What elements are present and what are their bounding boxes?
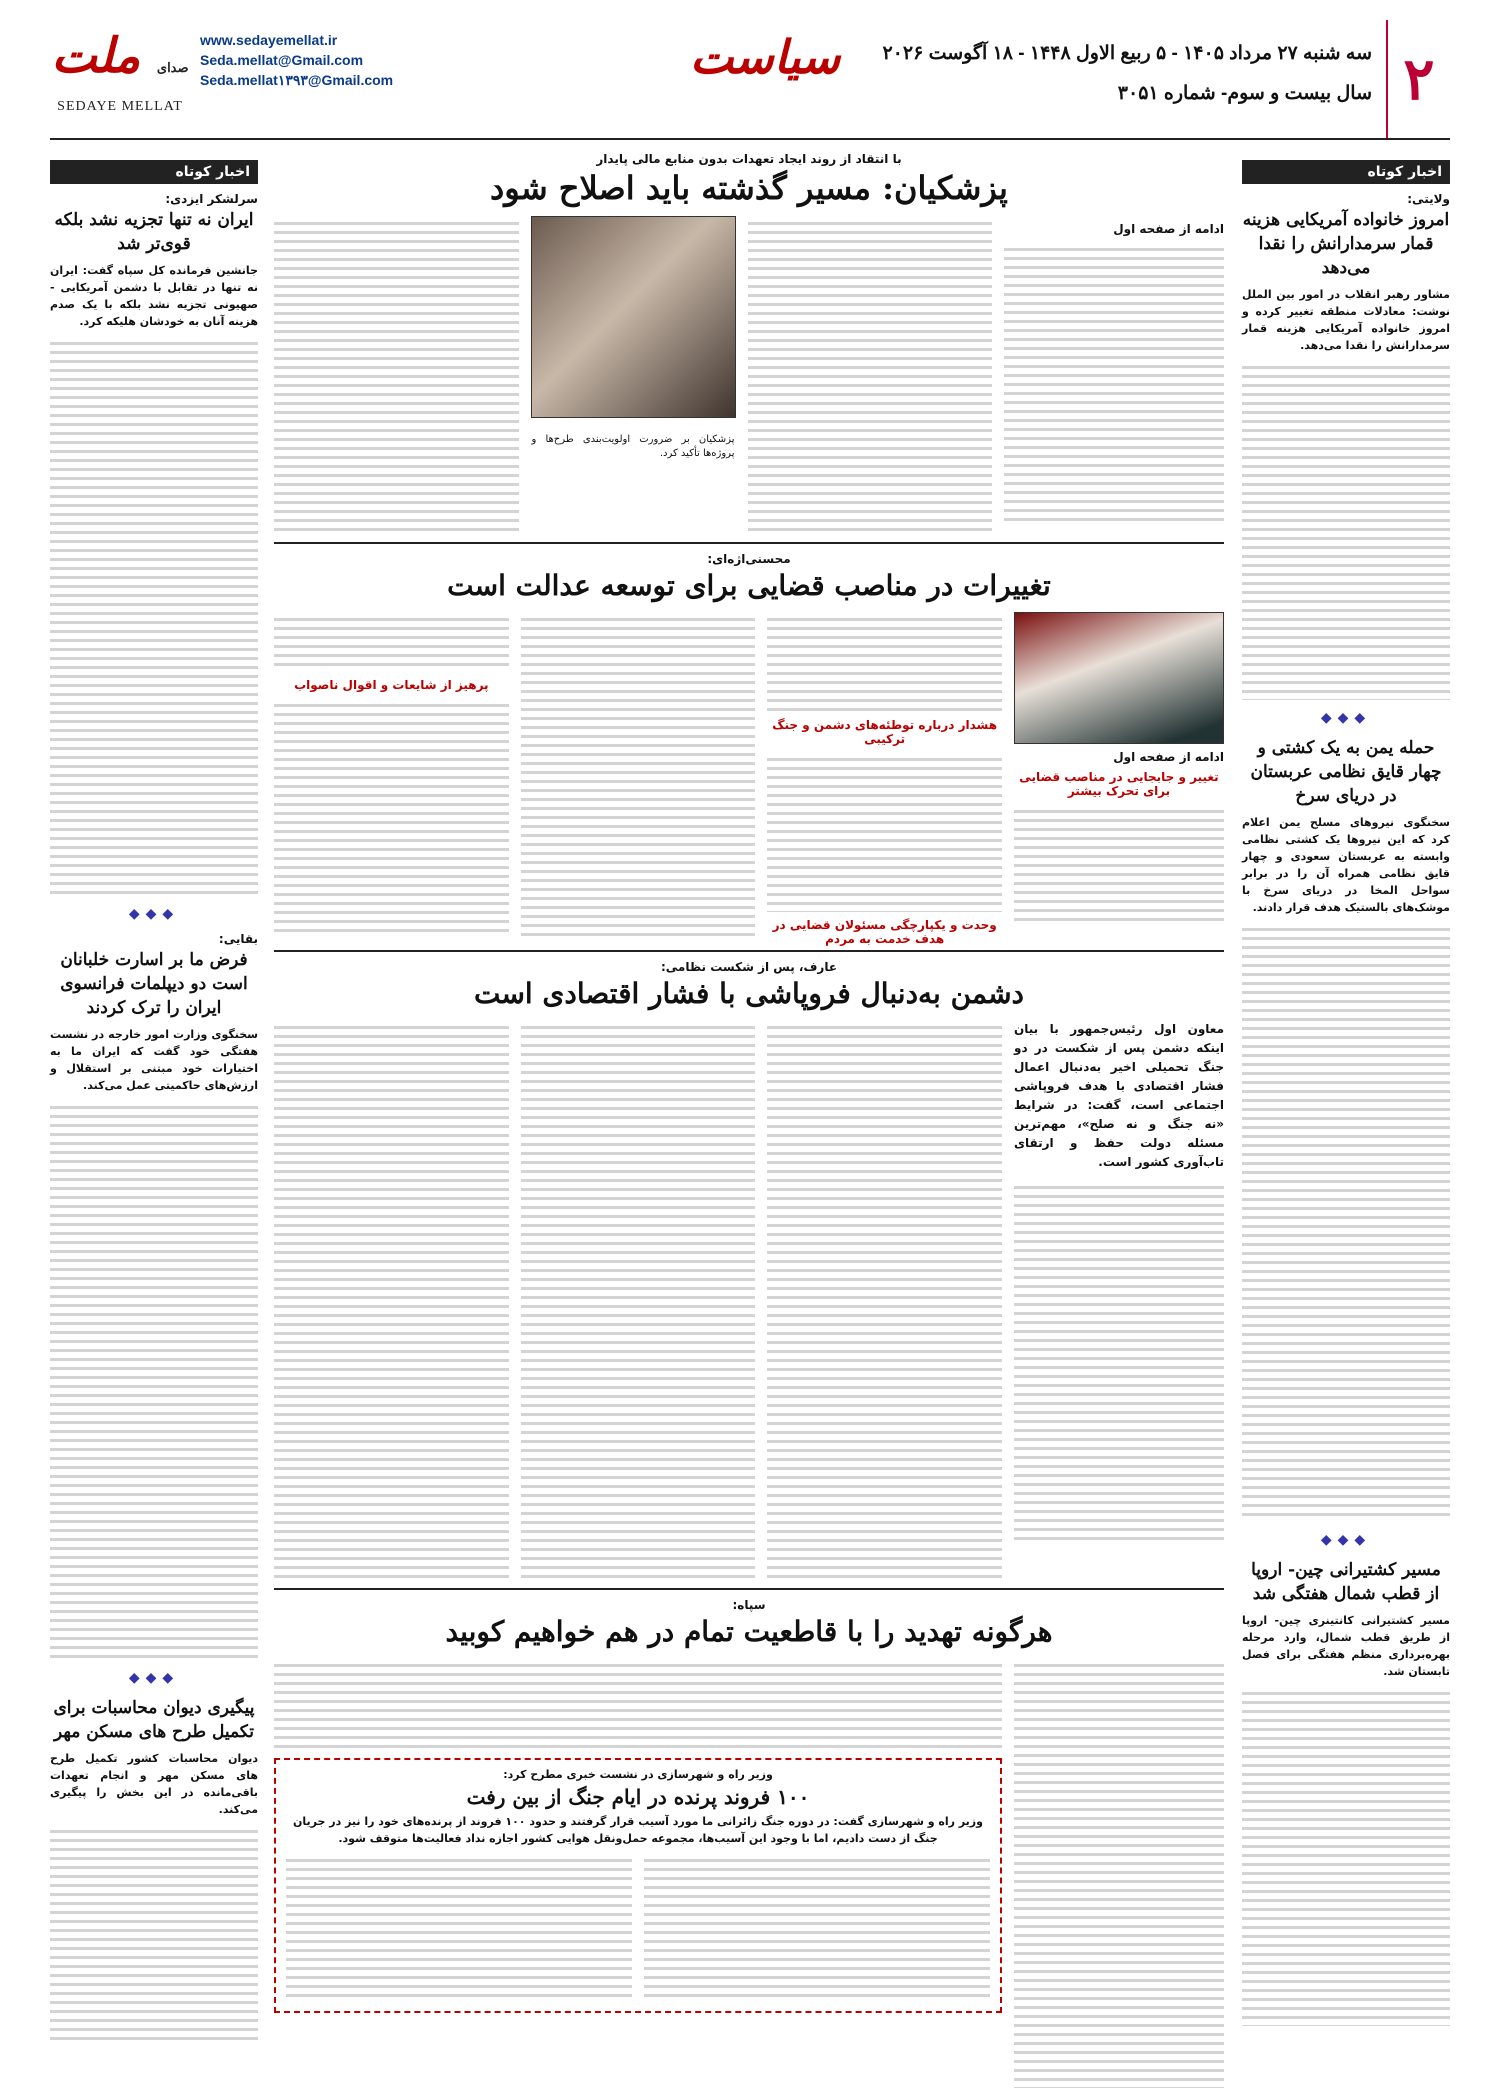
- rail-lead: مشاور رهبر انقلاب در امور بین الملل نوشت: معادلات منطقه تغییر کرده و امروز خانواده آمریکایی هزینه قمار سرمدارانش را نقدا می‌دهد.: [1242, 288, 1450, 352]
- story4-body: [274, 1658, 1224, 2088]
- box-kicker: وزیر راه و شهرسازی در نشست خبری مطرح کرد:: [503, 1768, 773, 1781]
- story2-subhead: هشدار درباره توطئه‌های دشمن و جنگ ترکیبی: [772, 718, 998, 746]
- rail-headline: فرض ما بر اسارت خلبانان است دو دیپلمات فرانسوی ایران را ترک کردند: [60, 950, 248, 1018]
- left-rail: [50, 160, 258, 2034]
- rail-header: اخبار کوتاه: [1242, 160, 1450, 184]
- body-text-block: [1242, 360, 1450, 700]
- body-text-block: [274, 1020, 509, 1580]
- rail-headline: مسیر کشتیرانی چین- اروپا از قطب شمال هفتگی شد: [1251, 1560, 1441, 1604]
- divider: ◆◆◆: [128, 906, 180, 922]
- body-text-block: [1004, 242, 1224, 522]
- story-kicker: با انتقاد از روند ایجاد تعهدات بدون منابع مالی پایدار: [596, 152, 902, 166]
- lead-story-title: پزشکیان: مسیر گذشته باید اصلاح شود: [490, 169, 1008, 207]
- story2-subhead: تغییر و جابجایی در مناصب قضایی برای تحرک بیشتر: [1019, 770, 1219, 798]
- website-link[interactable]: www.sedayemellat.ir: [200, 32, 338, 48]
- body-text-block: [50, 1824, 258, 2044]
- story-separator: [274, 542, 1224, 544]
- section-title: سیاست: [690, 30, 841, 84]
- pezeshkian-photo: [531, 216, 736, 459]
- body-text-block: [274, 1658, 1002, 1748]
- body-text-block: [1014, 804, 1224, 924]
- story3-title: دشمن به‌دنبال فروپاشی با فشار اقتصادی است: [473, 977, 1025, 1010]
- body-text-block: [286, 1853, 632, 2003]
- contact-block: [200, 30, 393, 90]
- rail-kicker: ولایتی:: [1407, 192, 1450, 206]
- rail-headline: پیگیری دیوان محاسبات برای تکمیل طرح های مسکن مهر: [53, 1698, 255, 1742]
- body-text-block: [521, 1020, 756, 1580]
- body-text-block: [1014, 1180, 1224, 1540]
- story-kicker: عارف، پس از شکست نظامی:: [660, 960, 838, 974]
- body-text-block: [1014, 1658, 1224, 2088]
- rail-lead: جانشین فرمانده کل سپاه گفت: ایران نه تنها در تقابل با دشمن آمریکایی - صهیونی تجزیه نشد بلکه با یک صدم هزینه آنان به خودشان هلیکه کرد.: [50, 264, 258, 328]
- body-text-block: [274, 612, 509, 672]
- rail-lead: سخنگوی وزارت امور خارجه در نشست هفتگی خود گفت که ایران ما به اختیارات خود مبتنی بر استقلال و ارزش‌های حاکمیتی عمل می‌کند.: [50, 1028, 258, 1092]
- body-text-block: [521, 612, 756, 942]
- body-text-block: [274, 698, 509, 938]
- right-rail: [1242, 160, 1450, 2034]
- email-link-1[interactable]: Seda.mellat@Gmail.com: [200, 52, 364, 68]
- rail-headline: ایران نه تنها تجزیه نشد بلکه قوی‌تر شد: [54, 210, 254, 254]
- story2-subhead: وحدت و یکپارچگی مسئولان قضایی در هدف خدمت به مردم: [772, 918, 997, 946]
- body-text-block: [50, 336, 258, 896]
- rail-kicker: سرلشکر ایزدی:: [165, 192, 258, 206]
- story4-title: هرگونه تهدید را با قاطعیت تمام در هم خواهیم کوبید: [445, 1615, 1053, 1648]
- story2-title: تغییرات در مناصب قضایی برای توسعه عدالت است: [447, 569, 1051, 602]
- rail-kicker: بقایی:: [218, 932, 258, 946]
- date-line: سه شنبه ۲۷ مرداد ۱۴۰۵ - ۵ ربیع الاول ۱۴۴۸ - ۱۸ آگوست ۲۰۲۶: [882, 43, 1372, 64]
- issue-line: سال بیست و سوم- شماره ۳۰۵۱: [1117, 83, 1372, 104]
- photo-caption: پزشکیان بر ضرورت اولویت‌بندی طرح‌ها و پروژه‌ها تأکید کرد.: [531, 434, 735, 459]
- body-text-block: [767, 612, 1002, 712]
- rail-headline: حمله یمن به یک کشتی و چهار قایق نظامی عربستان در دریای سرخ: [1250, 738, 1442, 806]
- rail-lead: دیوان محاسبات کشور تکمیل طرح های مسکن مهر و انجام تعهدات باقی‌مانده در این بخش را پیگیری می‌کند.: [50, 1752, 258, 1816]
- divider: ◆◆◆: [1320, 710, 1372, 726]
- story-kicker: محسنی‌اژه‌ای:: [707, 552, 791, 566]
- box-title: ۱۰۰ فروند پرنده در ایام جنگ از بین رفت: [466, 1785, 810, 1809]
- main-content: [274, 152, 1224, 2034]
- page-number: ۲: [1386, 20, 1450, 138]
- story-separator: [274, 1588, 1224, 1590]
- continue-note: ادامه از صفحه اول: [1113, 750, 1224, 764]
- body-text-block: [50, 1100, 258, 1660]
- divider: ◆◆◆: [128, 1670, 180, 1686]
- rail-lead: مسیر کشتیرانی کانتینری چین- اروپا از طریق قطب شمال، وارد مرحله بهره‌برداری منظم هفتگی برای فصل تابستان شد.: [1242, 1614, 1450, 1678]
- body-text-block: [767, 752, 1002, 912]
- rail-headline: امروز خانواده آمریکایی هزینه قمار سرمدارانش را نقدا می‌دهد: [1242, 210, 1450, 278]
- email-link-2[interactable]: Seda.mellat۱۳۹۳@Gmail.com: [200, 72, 394, 88]
- ejei-photo: [1014, 612, 1224, 744]
- story-separator: [274, 950, 1224, 952]
- rail-lead: سخنگوی نیروهای مسلح یمن اعلام کرد که این نیروها یک کشتی نظامی وابسته به عربستان سعودی و چهار قایق نظامی همراه آن را در برابر سواحل المخا در دریای سرخ با موشک‌های بالستیک هدف قرار دادند.: [1242, 816, 1450, 914]
- logo-small-text: صدای: [156, 61, 189, 76]
- body-text-block: [748, 216, 993, 534]
- body-text-block: [1242, 922, 1450, 1522]
- divider: ◆◆◆: [1320, 1532, 1372, 1548]
- continue-note: ادامه از صفحه اول: [1113, 222, 1224, 236]
- body-text-block: [767, 1020, 1002, 1580]
- logo-english: SEDAYE MELLAT: [57, 99, 183, 114]
- body-text-block: [644, 1853, 990, 2003]
- body-text-block: [274, 216, 519, 534]
- minister-roads-box: [274, 1758, 1002, 2013]
- newspaper-logo: [50, 26, 190, 124]
- story-kicker: سپاه:: [732, 1598, 766, 1612]
- logo-text: ملت: [51, 28, 141, 84]
- story3-lead: معاون اول رئیس‌جمهور با بیان اینکه دشمن پس از شکست در دو جنگ تحمیلی اخیر به‌دنبال اعمال فشار اقتصادی با هدف فروپاشی اجتماعی است، گفت: در شرایط «نه جنگ و نه صلح»، مهم‌ترین مسئله دولت حفظ و ارتقای تاب‌آوری کشور است.: [1014, 1022, 1224, 1169]
- story3-body: [274, 1020, 1224, 1580]
- lead-story-body: [274, 216, 1224, 534]
- story2-body: [274, 612, 1224, 946]
- masthead: [50, 20, 1450, 140]
- story2-subhead: پرهیز از شایعات و اقوال ناصواب: [294, 678, 489, 692]
- box-lead: وزیر راه و شهرسازی گفت: در دوره جنگ زائرانی ما مورد آسیب قرار گرفتند و حدود ۱۰۰ فروند از پرنده‌های خود را نیز در جریان جنگ از دست دادیم، اما با وجود این آسیب‌ها، مجموعه حمل‌ونقل هوایی کشور اجازه نداد فعالیت‌ها متوقف شود.: [293, 1815, 983, 1845]
- rail-header: اخبار کوتاه: [50, 160, 258, 184]
- body-text-block: [1242, 1686, 1450, 2026]
